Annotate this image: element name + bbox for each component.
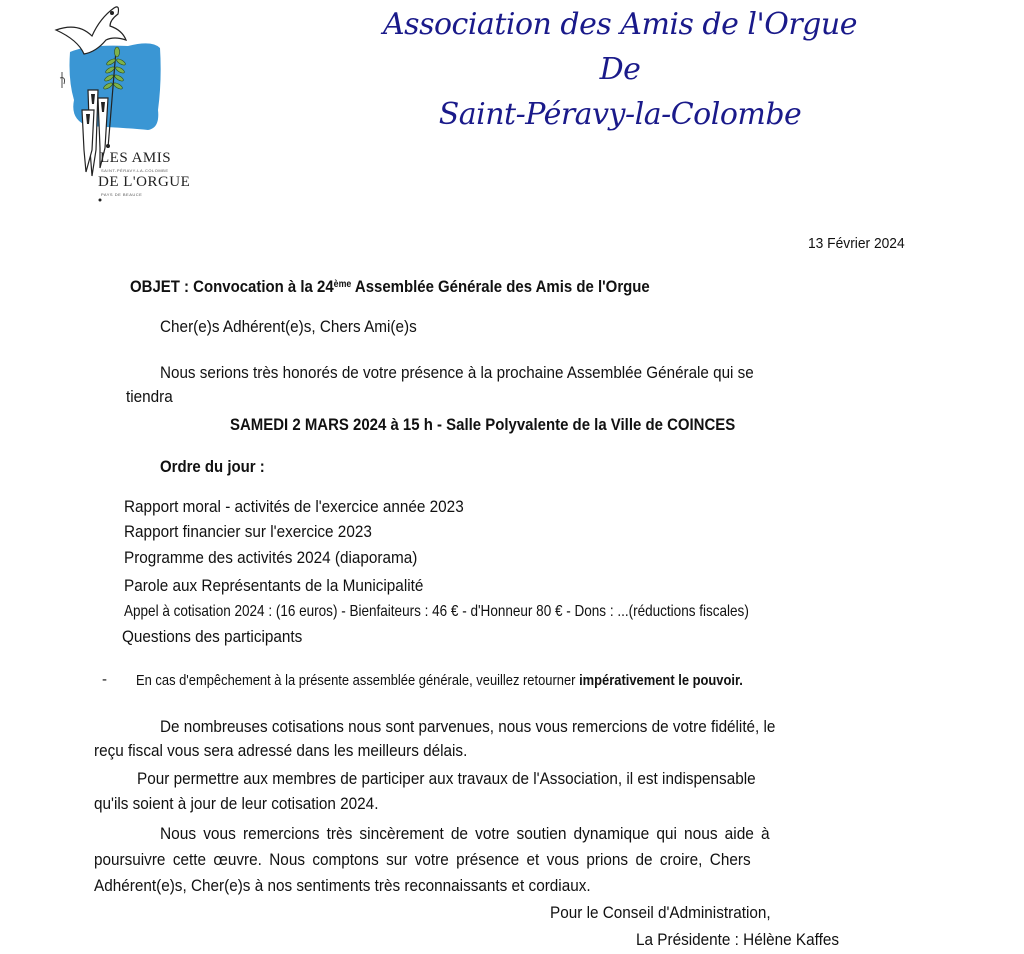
intro-line-1: Nous serions très honorés de votre présence à la prochaine Assemblée Générale qui se	[160, 363, 754, 382]
paragraph-2-line-2: qu'ils soient à jour de leur cotisation 2024.	[94, 794, 379, 813]
paragraph-3-line-3: Adhérent(e)s, Cher(e)s à nos sentiments très reconnaissants et cordiaux.	[94, 876, 591, 895]
title-line-2: De	[599, 52, 641, 87]
notice-emphasis: impérativement le pouvoir.	[579, 672, 743, 689]
letter-date: 13 Février 2024	[808, 235, 905, 252]
logo-text-region: PAYS DE BEAUCE	[101, 192, 143, 197]
agenda-item: Rapport moral - activités de l'exercice année 2023	[124, 497, 464, 516]
event-details: SAMEDI 2 MARS 2024 à 15 h - Salle Polyvalente de la Ville de COINCES	[230, 415, 736, 434]
intro-line-2: tiendra	[126, 387, 173, 406]
logo-text-de-lorgue: DE L'ORGUE	[98, 174, 191, 190]
notice-text: En cas d'empêchement à la présente assemblée générale, veuillez retourner	[136, 672, 580, 689]
paragraph-1-line-1: De nombreuses cotisations nous sont parvenues, nous vous remercions de votre fidélité, le	[160, 717, 776, 736]
subject-ordinal: ème	[333, 279, 352, 290]
association-title	[340, 2, 900, 137]
logo-text-les-amis: LES AMIS	[100, 150, 172, 166]
paragraph-3-line-2: poursuivre cette œuvre. Nous comptons sur votre présence et vous prions de croire, Chers	[94, 850, 751, 869]
agenda-item: Parole aux Représentants de la Municipalité	[124, 576, 424, 595]
signature-president: La Présidente : Hélène Kaffes	[636, 930, 840, 949]
title-line-3: Saint-Péravy-la-Colombe	[438, 97, 802, 132]
proxy-notice	[136, 670, 743, 692]
subject-prefix: OBJET : Convocation à la 24	[130, 277, 334, 296]
subject-suffix: Assemblée Générale des Amis de l'Orgue	[351, 277, 650, 296]
agenda-item: Appel à cotisation 2024 : (16 euros) - Bienfaiteurs : 46 € - d'Honneur 80 € - Dons : ...(réductions fiscales)	[124, 603, 749, 620]
agenda-heading: Ordre du jour :	[160, 457, 265, 476]
logo-text-town: SAINT-PÉRAVY-LA-COLOMBE	[101, 168, 169, 173]
paragraph-2-line-1: Pour permettre aux membres de participer aux travaux de l'Association, il est indispensable	[137, 769, 756, 788]
title-line-1: Association des Amis de l'Orgue	[383, 7, 857, 42]
signature-council: Pour le Conseil d'Administration,	[550, 903, 771, 922]
notice-bullet: -	[102, 671, 107, 688]
salutation: Cher(e)s Adhérent(e)s, Chers Ami(e)s	[160, 317, 417, 336]
paragraph-1-line-2: reçu fiscal vous sera adressé dans les meilleurs délais.	[94, 741, 468, 760]
paragraph-3-line-1: Nous vous remercions très sincèrement de votre soutien dynamique qui nous aide à	[160, 824, 770, 843]
agenda-item: Programme des activités 2024 (diaporama)	[124, 548, 418, 567]
agenda-item: Rapport financier sur l'exercice 2023	[124, 522, 372, 541]
agenda-item: Questions des participants	[122, 627, 303, 646]
letter-subject	[130, 276, 650, 298]
